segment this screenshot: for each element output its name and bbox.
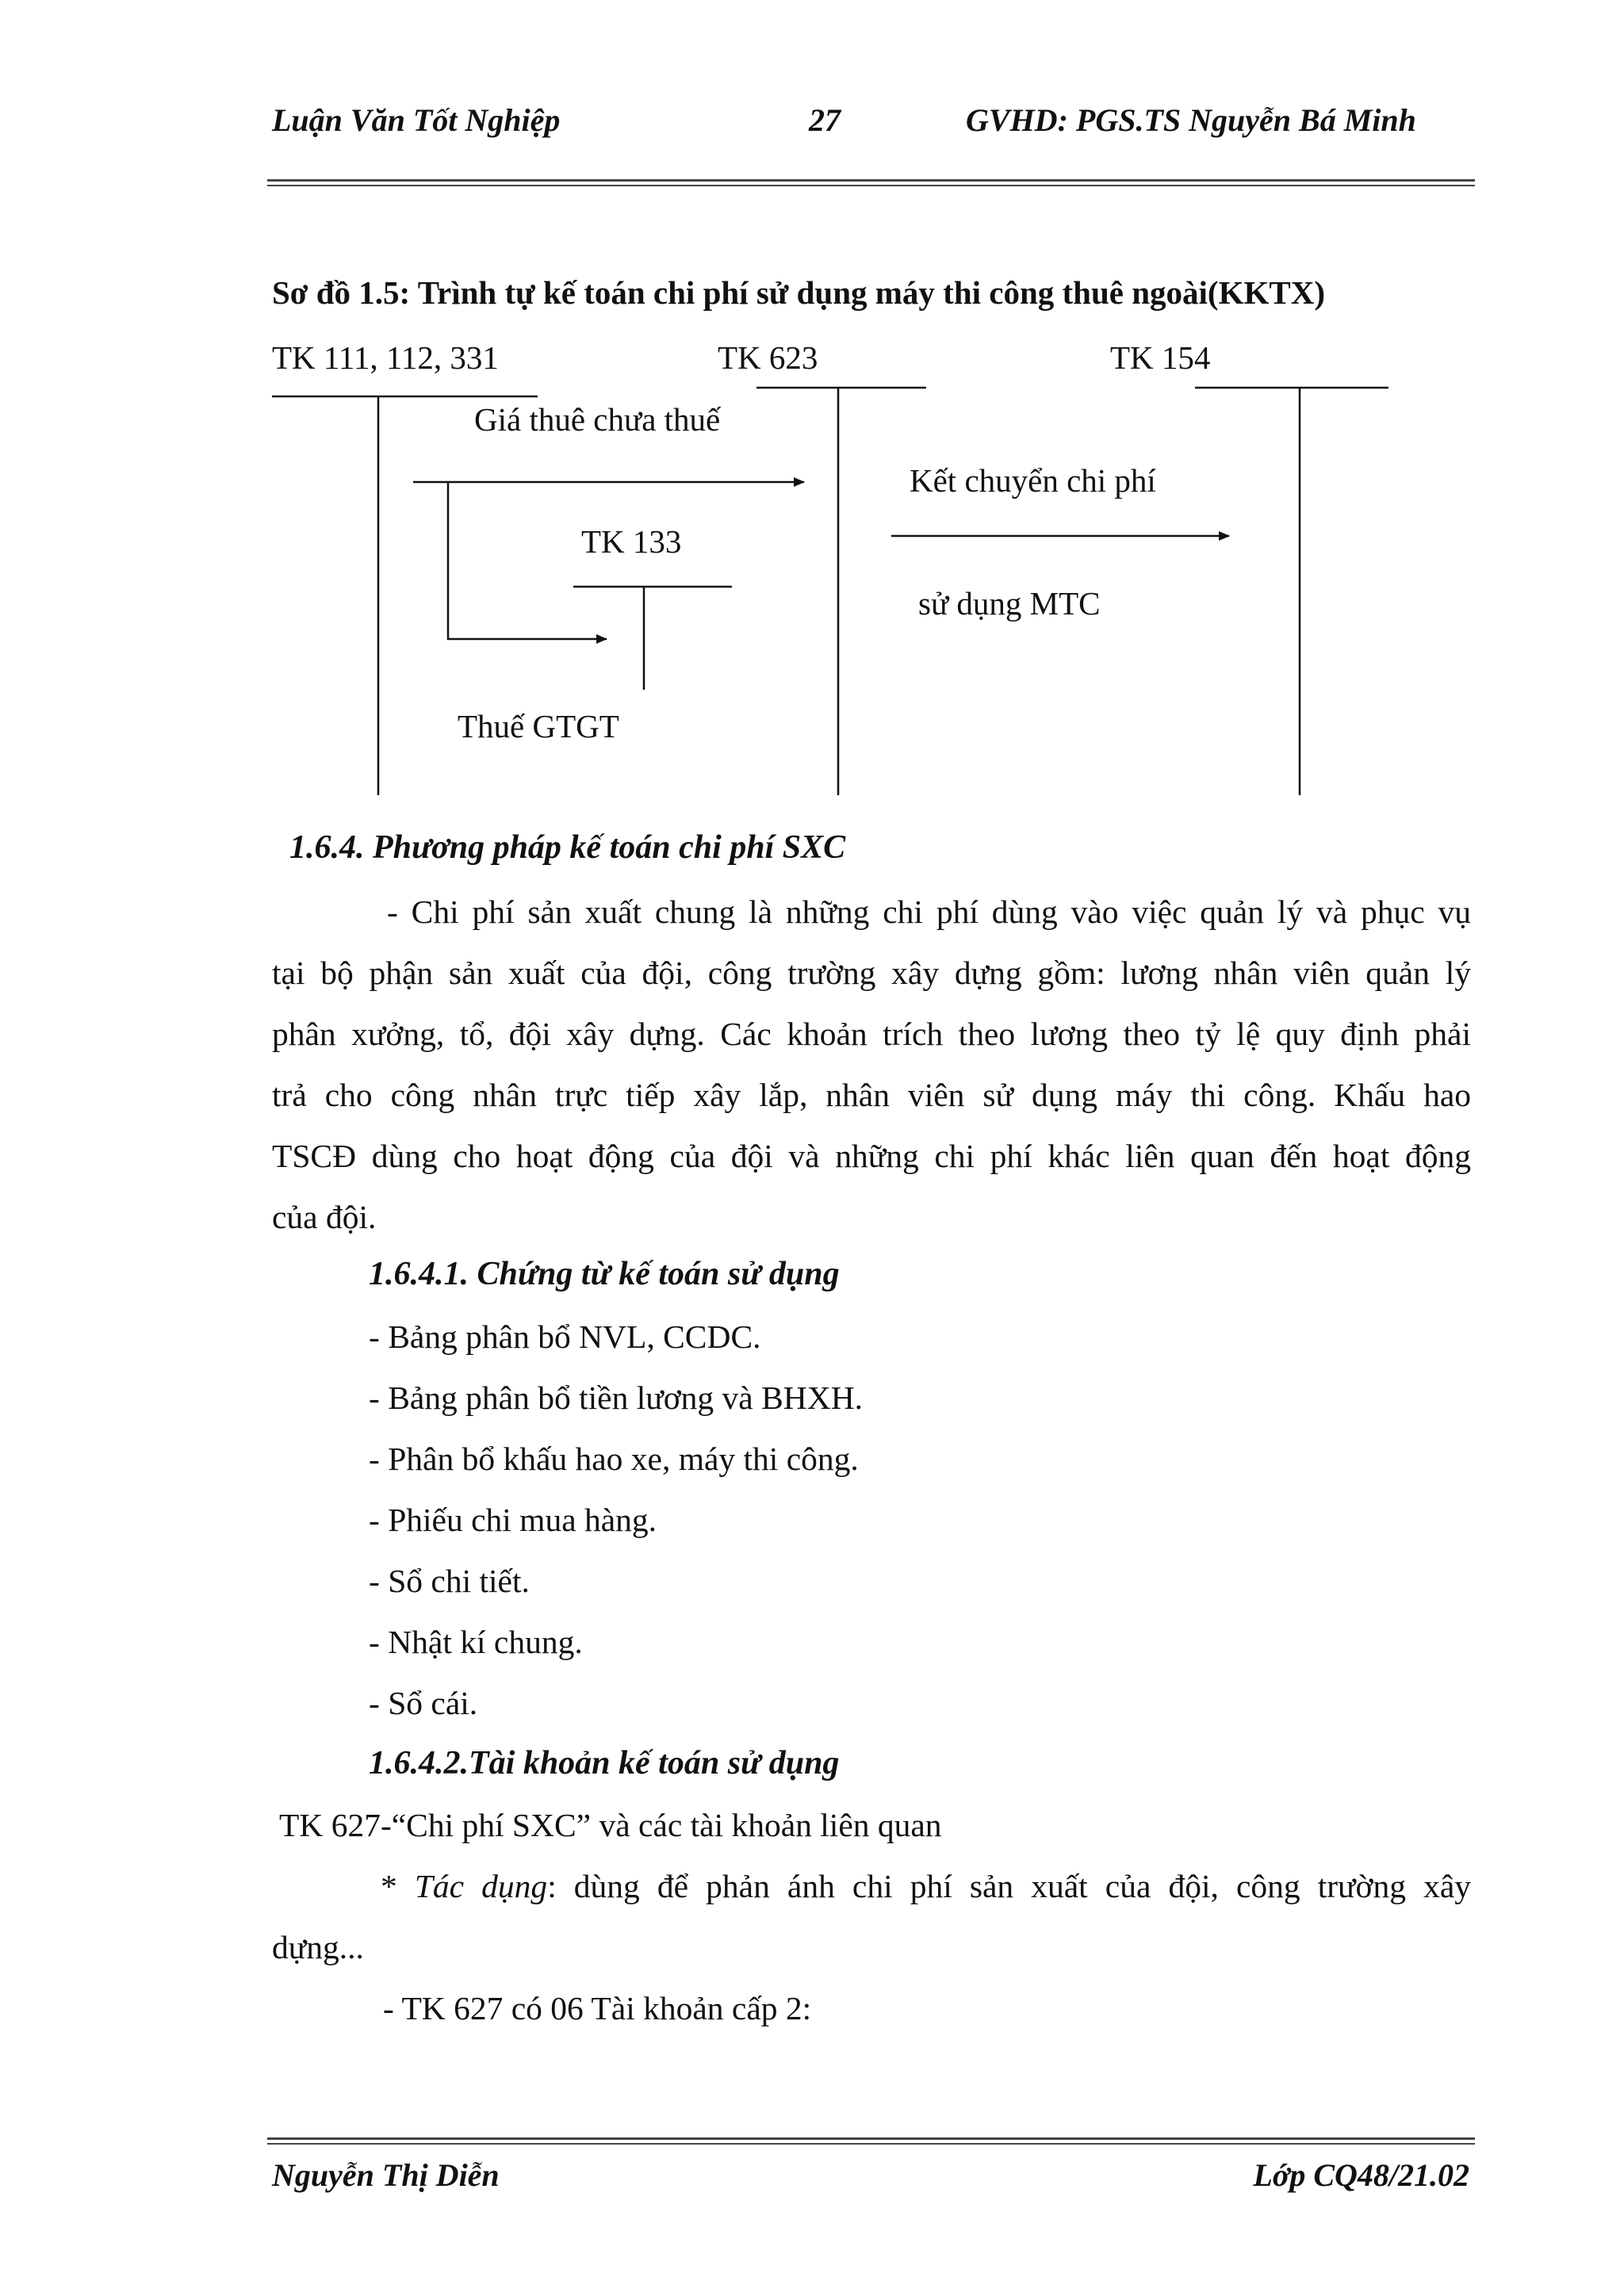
page-number: 27 (809, 102, 841, 138)
purpose-line-continued: dựng... (272, 1929, 364, 1965)
paragraph-line: của đội. (272, 1199, 377, 1235)
label-transfer-line1: Kết chuyển chi phí (910, 462, 1156, 499)
paragraph-line: tại bộ phận sản xuất của đội, công trường xây dựng gồm: lương nhân viên quản lý (272, 955, 1471, 991)
paragraph-line: - Chi phí sản xuất chung là những chi phí dùng vào việc quản lý và phục vụ (387, 894, 1471, 930)
purpose-bullet: * (381, 1868, 415, 1904)
section-paragraph (272, 882, 1471, 1248)
paragraph-line: trả cho công nhân trực tiếp xây lắp, nhân viên sử dụng máy thi công. Khấu hao (272, 1077, 1471, 1113)
account-label-tk154: TK 154 (1110, 339, 1211, 376)
account-line: TK 627-“Chi phí SXC” và các tài khoản liên quan (279, 1807, 942, 1843)
list-item: - Sổ cái. (369, 1685, 478, 1721)
header-rule-thin (267, 185, 1475, 186)
level2-accounts-line: - TK 627 có 06 Tài khoản cấp 2: (383, 1990, 812, 2026)
arrow-vat-to-tk133 (448, 482, 607, 639)
label-rent-price: Giá thuê chưa thuế (474, 401, 721, 438)
section-heading: 1.6.4. Phương pháp kế toán chi phí SXC (289, 829, 846, 866)
list-item: - Sổ chi tiết. (369, 1563, 530, 1599)
list-item: - Phiếu chi mua hàng. (369, 1502, 657, 1538)
footer-author: Nguyễn Thị Diễn (272, 2157, 500, 2193)
purpose-label: Tác dụng (414, 1868, 548, 1904)
list-item: - Bảng phân bổ NVL, CCDC. (369, 1318, 761, 1355)
paragraph-line: phân xưởng, tổ, đội xây dựng. Các khoản trích theo lương theo tỷ lệ quy định phải (272, 1016, 1471, 1052)
purpose-line (381, 1867, 1471, 1905)
subsection-heading-accounts: 1.6.4.2.Tài khoản kế toán sử dụng (369, 1745, 840, 1781)
list-item: - Phân bổ khấu hao xe, máy thi công. (369, 1441, 859, 1477)
header-title: Luận Văn Tốt Nghiệp (272, 102, 561, 138)
list-item: - Nhật kí chung. (369, 1624, 583, 1660)
paragraph-line: TSCĐ dùng cho hoạt động của đội và những chi phí khác liên quan đến hoạt động (272, 1138, 1471, 1174)
header-rule-thick (267, 179, 1475, 182)
list-item: - Bảng phân bổ tiền lương và BHXH. (369, 1380, 864, 1416)
diagram-title: Sơ đồ 1.5: Trình tự kế toán chi phí sử dụng máy thi công thuê ngoài(KKTX) (272, 274, 1325, 311)
footer-rule-thin (267, 2143, 1475, 2145)
t-account-tk133 (573, 587, 732, 690)
footer-class: Lớp CQ48/21.02 (1253, 2157, 1469, 2193)
label-vat: Thuế GTGT (458, 708, 619, 744)
t-account-tk623 (756, 388, 926, 795)
footer-rule-thick (267, 2137, 1475, 2140)
purpose-text: : dùng để phản ánh chi phí sản xuất của đội, công trường xây (547, 1868, 1471, 1904)
t-account-tk154 (1195, 388, 1388, 795)
header-advisor: GVHD: PGS.TS Nguyễn Bá Minh (966, 102, 1416, 138)
subsection-heading-documents: 1.6.4.1. Chứng từ kế toán sử dụng (369, 1256, 840, 1292)
label-transfer-line2: sử dụng MTC (918, 585, 1101, 622)
account-label-tk623: TK 623 (718, 339, 818, 376)
account-label-tk133: TK 133 (581, 523, 682, 560)
account-label-tk111: TK 111, 112, 331 (272, 339, 499, 376)
